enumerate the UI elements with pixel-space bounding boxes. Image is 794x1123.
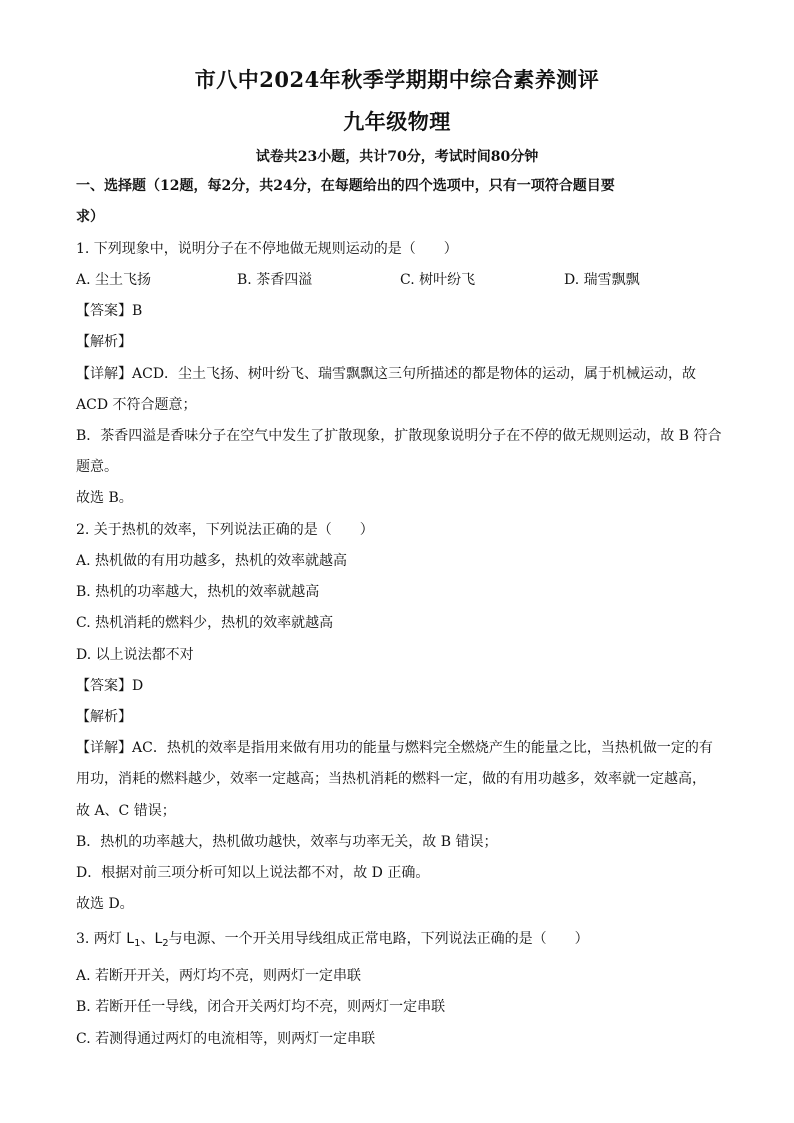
lamp-l1-symbol: $L_1$ xyxy=(126,931,141,949)
q2-option-c: C. 热机消耗的燃料少，热机的效率就越高 xyxy=(76,615,334,631)
q1-stem: 1. 下列现象中，说明分子在不停地做无规则运动的是（ ） xyxy=(76,241,458,257)
q1-detail-line: B．茶香四溢是香味分子在空气中发生了扩散现象，扩散现象说明分子在不停的做无规则运动，故 B 符合 xyxy=(76,428,722,444)
q2-detail-line: B．热机的功率越大，热机做功越快，效率与功率无关，故 B 错误； xyxy=(76,834,498,850)
q2-option-d: D. 以上说法都不对 xyxy=(76,647,194,663)
section-heading-line1: 一、选择题（12题，每2分，共24分，在每题给出的四个选项中，只有一项符合题目要 xyxy=(76,178,615,194)
q1-analysis-label: 【解析】 xyxy=(76,334,132,350)
q3-separator: 、 xyxy=(140,931,155,947)
q1-option-d: D. 瑞雪飘飘 xyxy=(564,272,640,288)
q3-option-b: B. 若断开任一导线，闭合开关两灯均不亮，则两灯一定串联 xyxy=(76,999,446,1015)
q1-detail-line: ACD 不符合题意； xyxy=(76,397,197,413)
q3-option-a: A. 若断开开关，两灯均不亮，则两灯一定串联 xyxy=(76,968,362,984)
q1-detail-line: 【详解】ACD．尘土飞扬、树叶纷飞、瑞雪飘飘这三句所描述的都是物体的运动，属于机械运动，故 xyxy=(76,366,697,382)
q2-option-b: B. 热机的功率越大，热机的效率就越高 xyxy=(76,584,320,600)
q2-detail-line: 故 A、C 错误； xyxy=(76,803,176,819)
q1-option-a: A. 尘土飞扬 xyxy=(76,272,152,288)
subject-title: 九年级物理 xyxy=(343,109,451,134)
q3-stem xyxy=(76,929,726,954)
section-heading-line2: 求） xyxy=(76,209,104,225)
q2-conclusion: 故选 D。 xyxy=(76,896,134,912)
lamp-l2-symbol: $L_2$ xyxy=(154,931,169,949)
page-title: 市八中2024年秋季学期期中综合素养测评 xyxy=(194,67,600,92)
q1-detail-line: 题意。 xyxy=(76,459,118,475)
q2-detail-line: D．根据对前三项分析可知以上说法都不对，故 D 正确。 xyxy=(76,865,430,881)
q1-option-c: C. 树叶纷飞 xyxy=(400,272,476,288)
q2-detail-line: 【详解】AC．热机的效率是指用来做有用功的能量与燃料完全燃烧产生的能量之比，当热机做一定的有 xyxy=(76,740,713,756)
q3-stem-suffix: 与电源、一个开关用导线组成正常电路，下列说法正确的是（ ） xyxy=(168,931,589,947)
q2-option-a: A. 热机做的有用功越多，热机的效率就越高 xyxy=(76,553,348,569)
q3-option-c: C. 若测得通过两灯的电流相等，则两灯一定串联 xyxy=(76,1031,376,1047)
q1-options xyxy=(76,270,726,290)
q3-stem-prefix: 3. 两灯 xyxy=(76,931,127,947)
q2-stem: 2. 关于热机的效率，下列说法正确的是（ ） xyxy=(76,522,374,538)
q2-detail-line: 用功，消耗的燃料越少，效率一定越高；当热机消耗的燃料一定，做的有用功越多，效率就一定越高， xyxy=(76,771,706,787)
q2-analysis-label: 【解析】 xyxy=(76,709,132,725)
q1-answer: 【答案】B xyxy=(76,303,143,319)
exam-info: 试卷共23小题，共计70分，考试时间80分钟 xyxy=(255,149,539,165)
q1-conclusion: 故选 B。 xyxy=(76,490,133,506)
q2-answer: 【答案】D xyxy=(76,678,144,694)
q1-option-b: B. 茶香四溢 xyxy=(237,272,313,288)
